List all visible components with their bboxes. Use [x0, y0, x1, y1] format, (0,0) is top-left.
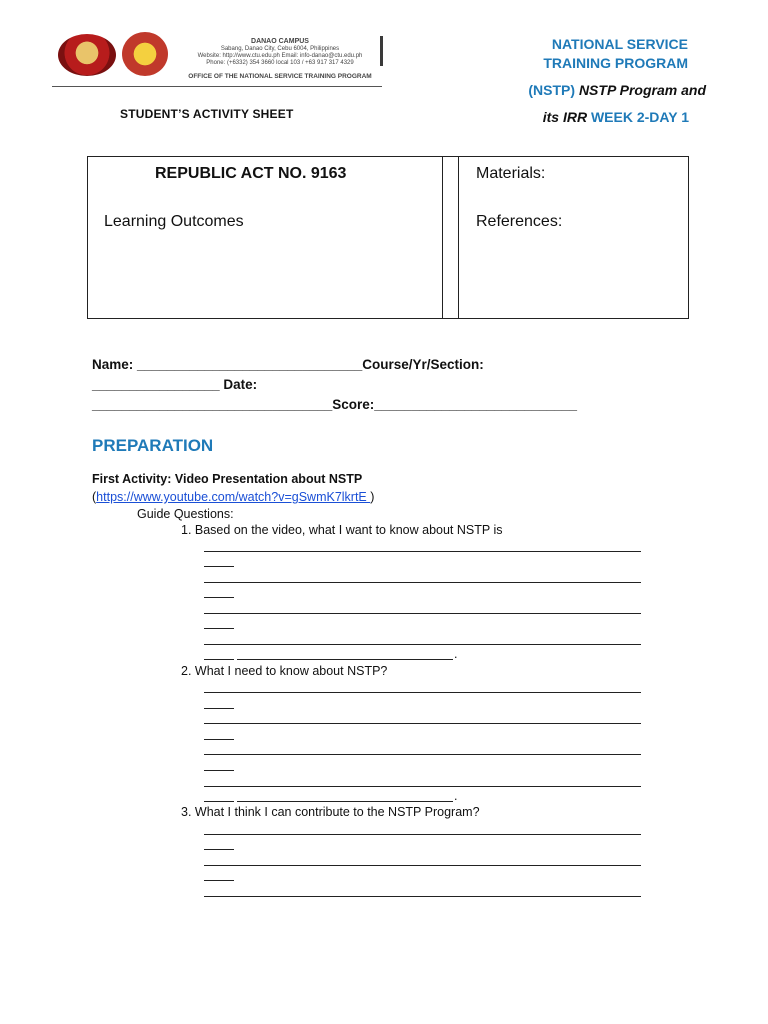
- nstp-seal-logo: [122, 32, 168, 76]
- answer-line[interactable]: [204, 582, 641, 583]
- answer-line[interactable]: [204, 880, 234, 881]
- university-seal-logo: [58, 34, 116, 76]
- header-nstp-abbr: (NSTP): [528, 82, 576, 98]
- lesson-info-box: [87, 156, 689, 319]
- box-divider-1: [442, 157, 443, 318]
- guide-questions-label: Guide Questions:: [137, 507, 234, 521]
- header-rule: [52, 86, 382, 87]
- answer-end-period: .: [454, 789, 458, 803]
- materials-label: Materials:: [476, 165, 546, 182]
- office-name: OFFICE OF THE NATIONAL SERVICE TRAINING PROGRAM: [188, 73, 372, 80]
- answer-line[interactable]: [204, 834, 641, 835]
- answer-line[interactable]: [204, 896, 641, 897]
- video-link-line: [92, 490, 374, 504]
- question-3: 3. What I think I can contribute to the NSTP Program?: [181, 805, 480, 819]
- answer-line[interactable]: [204, 865, 641, 866]
- campus-phone: Phone: (+6332) 354 3660 local 103 / +63 917 317 4329: [206, 60, 354, 66]
- learning-outcomes-label: Learning Outcomes: [104, 213, 244, 230]
- answer-line[interactable]: [204, 849, 234, 850]
- answer-line[interactable]: [204, 659, 234, 660]
- campus-address: Sabang, Danao City, Cebu 6004, Philippines: [220, 46, 340, 52]
- date-line[interactable]: _________________ Date:: [92, 377, 258, 392]
- act-title: REPUBLIC ACT NO. 9163: [155, 165, 347, 182]
- campus-name: DANAO CAMPUS: [251, 38, 309, 45]
- answer-line[interactable]: [204, 644, 641, 645]
- answer-line[interactable]: [204, 628, 234, 629]
- answer-line[interactable]: [204, 692, 641, 693]
- header-week: WEEK 2-DAY 1: [590, 109, 689, 125]
- answer-line[interactable]: [204, 801, 234, 802]
- header-topic-cont: its IRR: [542, 109, 588, 125]
- answer-line[interactable]: [204, 786, 641, 787]
- header-program-line1: NATIONAL SERVICE: [551, 36, 688, 52]
- question-2: 2. What I need to know about NSTP?: [181, 664, 388, 678]
- sheet-title: STUDENT’S ACTIVITY SHEET: [120, 107, 294, 121]
- answer-line[interactable]: [204, 597, 234, 598]
- answer-line[interactable]: [204, 723, 641, 724]
- name-course-line[interactable]: Name: ______________________________Course/Yr/Section:: [92, 357, 484, 372]
- header-program-line4: [480, 109, 689, 125]
- score-line[interactable]: ________________________________Score:___________________________: [92, 397, 577, 412]
- answer-line[interactable]: [204, 613, 641, 614]
- section-preparation: PREPARATION: [92, 436, 214, 455]
- campus-website: Website: http://www.ctu.edu.ph Email: info-danao@ctu.edu.ph: [197, 53, 363, 59]
- link-open-paren: (: [92, 490, 97, 504]
- header-divider: [380, 36, 383, 66]
- box-divider-2: [458, 157, 459, 318]
- answer-line[interactable]: [204, 770, 234, 771]
- activity-title: First Activity: Video Presentation about NSTP: [92, 472, 363, 486]
- header-program-line2: TRAINING PROGRAM: [543, 55, 688, 71]
- header-program-line3: [480, 82, 706, 98]
- answer-end-period: .: [454, 647, 458, 661]
- answer-line[interactable]: [204, 551, 641, 552]
- video-link[interactable]: https://www.youtube.com/watch?v=gSwmK7lkrtE: [96, 490, 371, 504]
- answer-line[interactable]: [237, 801, 453, 802]
- answer-line[interactable]: [204, 739, 234, 740]
- answer-line[interactable]: [204, 566, 234, 567]
- references-label: References:: [476, 213, 563, 230]
- answer-line[interactable]: [204, 754, 641, 755]
- answer-line[interactable]: [204, 708, 234, 709]
- link-close-paren: ): [370, 490, 375, 504]
- answer-line[interactable]: [237, 659, 453, 660]
- question-1: 1. Based on the video, what I want to know about NSTP is: [181, 523, 503, 537]
- header-topic: NSTP Program and: [578, 82, 706, 98]
